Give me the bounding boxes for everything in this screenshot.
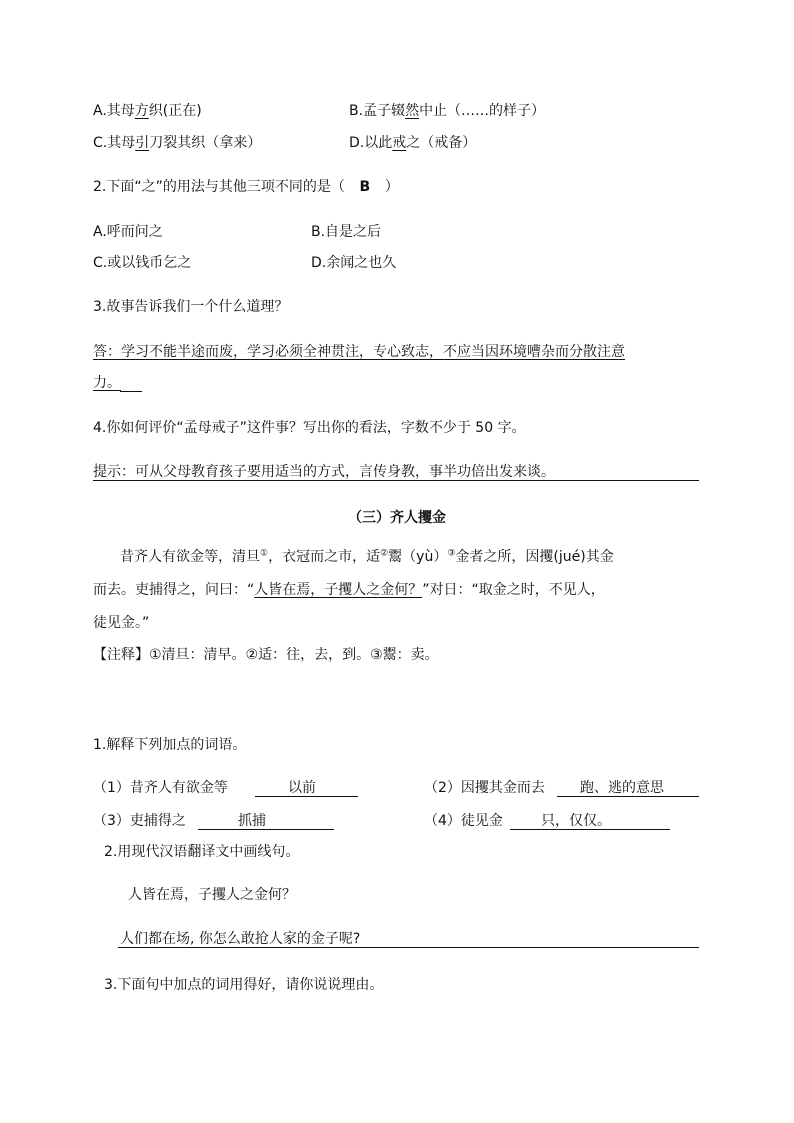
option-a: A.其母方织(正在) [93, 103, 202, 119]
s3q2-answer-line [118, 947, 699, 948]
q2-question: 2.下面“之”的用法与其他三项不同的是（ B ） [93, 179, 399, 195]
q2-option-d: D.余闻之也久 [311, 255, 397, 271]
q3-answer-line2: 力。 [93, 375, 121, 391]
q3-answer-blank [120, 391, 142, 392]
s3q1-question: 1.解释下列加点的词语。 [93, 737, 247, 753]
passage-line3: 徒见金。” [93, 615, 150, 631]
q2-answer: B [359, 179, 371, 195]
s3q2-question: 2.用现代汉语翻译文中画线句。 [104, 844, 300, 860]
q4-answer-line [93, 480, 699, 481]
q2-option-c: C.或以钱币乞之 [93, 255, 192, 271]
s3q2-sentence: 人皆在焉，子攫人之金何？ [128, 887, 296, 903]
option-c: C.其母引刀裂其织（拿来） [93, 135, 262, 151]
q2-option-b: B.自是之后 [311, 224, 382, 240]
s3q1-item1-answer: 以前 [288, 780, 316, 796]
s3q1-item3-blank [198, 829, 334, 830]
s3q1-item2: （2）因攫其金而去 [424, 780, 545, 796]
s3q1-item1: （1）昔齐人有欲金等 [93, 780, 228, 796]
option-d: D.以此戒之（戒备） [349, 135, 477, 151]
annotation-note: 【注释】①清旦：清早。②适：往，去，到。③鬻：卖。 [93, 647, 439, 663]
s3q1-item4-answer: 只，仅仅。 [541, 813, 611, 829]
underlined-sentence: 人皆在焉，子攫人之金何？ [254, 582, 423, 598]
q4-question: 4.你如何评价“孟母戒子”这件事？写出你的看法，字数不少于 50 字。 [93, 420, 526, 436]
option-b: B.孟子辍然中止（……的样子） [349, 103, 546, 119]
q2-option-a: A.呼而问之 [93, 224, 163, 240]
s3q1-item3-answer: 抓捕 [238, 813, 266, 829]
section3-title: （三）齐人攫金 [348, 510, 446, 526]
q4-hint: 提示：可从父母教育孩子要用适当的方式，言传身教，事半功倍出发来谈。 [93, 464, 555, 480]
passage-line2: 而去。吏捕得之，问曰：“人皆在焉，子攫人之金何？”对日：“取金之时，不见人， [93, 582, 605, 598]
s3q3-question: 3.下面句中加点的词用得好，请你说说理由。 [104, 977, 384, 993]
s3q1-item2-answer: 跑、逃的意思 [580, 780, 664, 796]
q3-answer-line1: 答：学习不能半途而废，学习必须全神贯注，专心致志，不应当因环境嘈杂而分散注意 [93, 344, 625, 360]
s3q2-answer: 人们都在场, 你怎么敢抢人家的金子呢? [120, 931, 361, 947]
s3q1-item3: （3）吏捕得之 [93, 813, 186, 829]
s3q1-item4: （4）徒见金 [424, 813, 503, 829]
q3-question: 3.故事告诉我们一个什么道理？ [93, 299, 289, 315]
passage-line1: 昔齐人有欲金等，清旦①，衣冠而之市，适②鬻（yù）③金者之所，因攫(jué)其金 [120, 548, 614, 565]
